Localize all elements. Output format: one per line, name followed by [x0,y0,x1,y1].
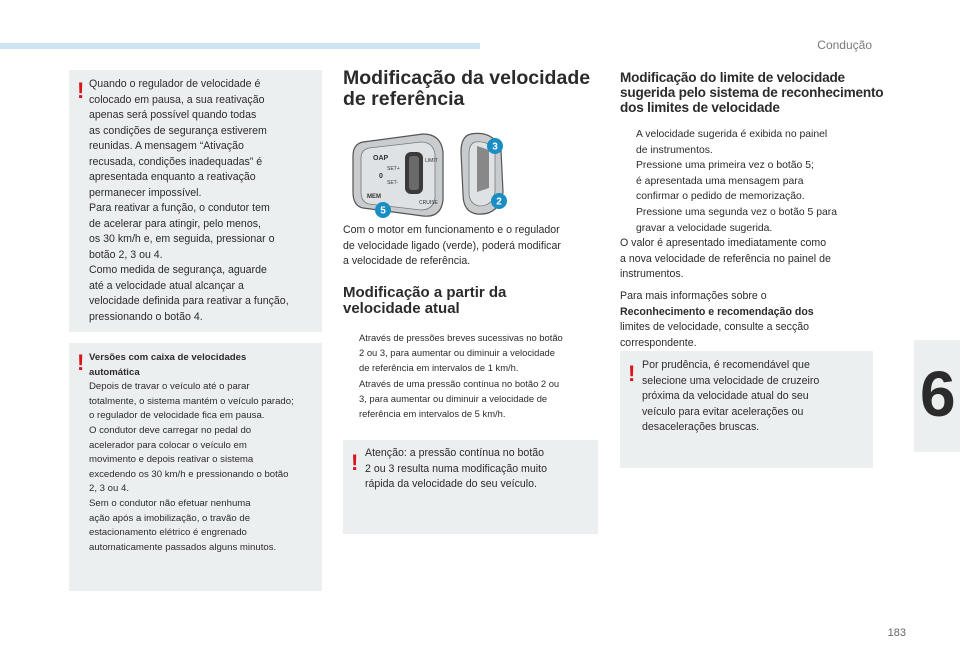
note-text: Versões com caixa de velocidades automática Depois de travar o veículo até o parar totalmente, o sistema mantém o veículo parado; o regulador de velocidade fica em pausa. O condutor deve carregar no pedal do acelerador para colocar o veículo em movimento e depois reativar o sistema excedendo os 30 km/h e pressionando o botão 2, 3 ou 4. Sem o condutor não efetuar nenhuma ação após a imobilização, o travão de estacionamento elétrico é engrenado automaticamente passados alguns minutos. [89,351,322,555]
note-text: Quando o regulador de velocidade é colocado em pausa, a sua reativação apenas será possível quando todas as condições de segurança estiverem reunidas. A mensagem “Ativação recusada, condições inadequadas” é apresentada enquanto a reativação permanecer impossível. Para reativar a função, o condutor tem de acelerar para atingir, pelo menos, os 30 km/h e, em seguida, pressionar o botão 2, 3 ou 4. Como medida de segurança, aguarde até a velocidade atual alcançar a velocidade definida para reativar a função, pressionando o botão 4. [89,78,289,323]
note-prudence [620,351,873,468]
stalk-label-set-minus: SET- [387,180,399,186]
list-item: Através de uma pressão contínua no botão 2 ou 3, para aumentar ou diminuir a velocidade de referência em intervalos de 5 km/h. [359,377,560,420]
note-pause-reactivation [69,70,322,332]
stalk-label-mem: MEM [367,194,381,200]
list-item: Pressione uma segunda vez o botão 5 para gravar a velocidade sugerida. [636,206,838,234]
more-info-paragraph: Para mais informações sobre o Reconhecimento e recomendação dos limites de velocidade, consulte a secção correspondente. [620,290,814,349]
note-heading: Versões com caixa de velocidades automática [89,352,247,378]
chapter-number: 6 [920,358,956,430]
note-continuous-press [343,440,598,534]
section-title: Condução [817,38,872,52]
intro-paragraph: Com o motor em funcionamento e o regulador de velocidade ligado (verde), poderá modificar a velocidade de referência. [343,224,561,268]
warning-icon: ! [77,350,85,375]
list-item: Pressione uma primeira vez o botão 5; é apresentada uma mensagem para confirmar o pedido de memorização. [636,160,814,203]
warning-icon: ! [628,361,636,386]
stalk-label-limit: LIMIT [425,158,438,164]
badge-5 [375,202,391,218]
stalk-label-cruise: CRUISE [419,200,438,206]
header-accent-bar [0,43,480,49]
bullet-list-suggested [620,127,880,236]
svg-text:3: 3 [492,141,498,153]
warning-icon: ! [351,450,359,475]
page-number: 183 [887,627,906,639]
note-text: Por prudência, é recomendável que selecione uma velocidade de cruzeiro próxima da velocidade atual do seu veículo para evitar acelerações ou desacelerações bruscas. [642,359,820,433]
cruise-control-stalk-illustration [343,122,513,224]
list-item: Através de pressões breves sucessivas no botão 2 ou 3, para aumentar ou diminuir a velocidade de referência em intervalos de 1 km/h. [359,332,563,374]
result-paragraph: O valor é apresentado imediatamente como a nova velocidade de referência no painel de instrumentos. [620,237,831,281]
svg-text:2: 2 [496,196,502,208]
stalk-label-set-plus: SET+ [387,166,400,172]
badge-3 [487,138,503,154]
stalk-label-oap: OAP [373,155,389,162]
stalk-label-zero: 0 [379,173,383,180]
chapter-tab [914,340,960,452]
svg-text:5: 5 [380,205,386,217]
bullet-list-modify [343,330,603,421]
list-item: A velocidade sugerida é exibida no painel de instrumentos. [636,129,828,156]
warning-icon: ! [77,78,85,103]
heading-modify-reference-speed: Modificação da velocidade de referência [343,67,591,110]
note-text: Atenção: a pressão contínua no botão 2 ou 3 resulta numa modificação muito rápida da velocidade do seu veículo. [365,447,547,490]
badge-2 [491,193,507,209]
note-automatic-gearbox [69,343,322,591]
heading-modify-from-current: Modificação a partir da velocidade atual [343,284,507,317]
heading-modify-suggested-limit: Modificação do limite de velocidade sugerida pelo sistema de reconhecimento dos limites de velocidade [620,70,884,115]
